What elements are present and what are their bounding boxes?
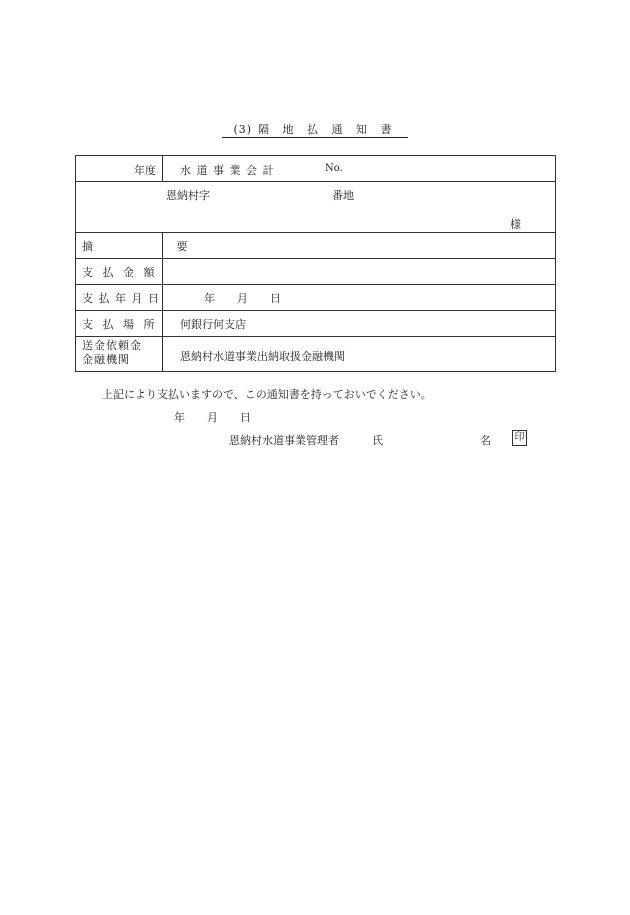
remittance-bank-label — [82, 339, 142, 367]
payment-place-value: 何銀行何支店 — [180, 318, 246, 331]
row-divider — [76, 284, 555, 285]
payment-date-label: 支 払 年 月 日 — [82, 292, 160, 305]
seal-mark: 印 — [512, 430, 527, 446]
payment-place-label: 支 払 場 所 — [82, 318, 158, 331]
seal-stamp — [508, 430, 527, 446]
row-divider — [76, 310, 555, 311]
address-prefix: 恩納村字 — [166, 189, 210, 202]
family-name-label: 氏 — [372, 434, 383, 447]
address-suffix: 番地 — [332, 189, 354, 202]
issuer-title: 恩納村水道事業管理者 — [229, 434, 339, 447]
remittance-bank-label-line2: 金融機関 — [82, 353, 130, 366]
summary-label: 摘 要 — [82, 240, 228, 253]
column-divider — [162, 232, 163, 372]
notice-form-table — [75, 155, 556, 372]
row-divider — [76, 258, 555, 259]
title-number: (3) — [233, 123, 253, 136]
payment-date-value: 年 月 日 — [204, 292, 281, 305]
fiscal-year-label: 年度 — [134, 164, 156, 177]
remittance-bank-label-line1: 送金依頼金 — [82, 339, 142, 352]
document-title — [222, 121, 408, 138]
remittance-bank-value: 恩納村水道事業出納取扱金融機関 — [180, 350, 345, 363]
honorific: 様 — [510, 218, 521, 231]
row-divider — [76, 232, 555, 233]
notice-date: 年 月 日 — [174, 411, 251, 424]
row-divider — [76, 336, 555, 337]
account-name: 水 道 事 業 会 計 — [180, 164, 275, 177]
payment-amount-label: 支 払 金 額 — [82, 266, 158, 279]
column-divider — [162, 156, 163, 181]
row-divider — [76, 181, 555, 182]
number-label: No. — [325, 163, 343, 174]
notice-text: 上記により支払いますので、この通知書を持っておいでください。 — [102, 388, 432, 401]
title-text: 隔 地 払 通 知 書 — [258, 123, 397, 136]
given-name-label: 名 — [480, 434, 491, 447]
